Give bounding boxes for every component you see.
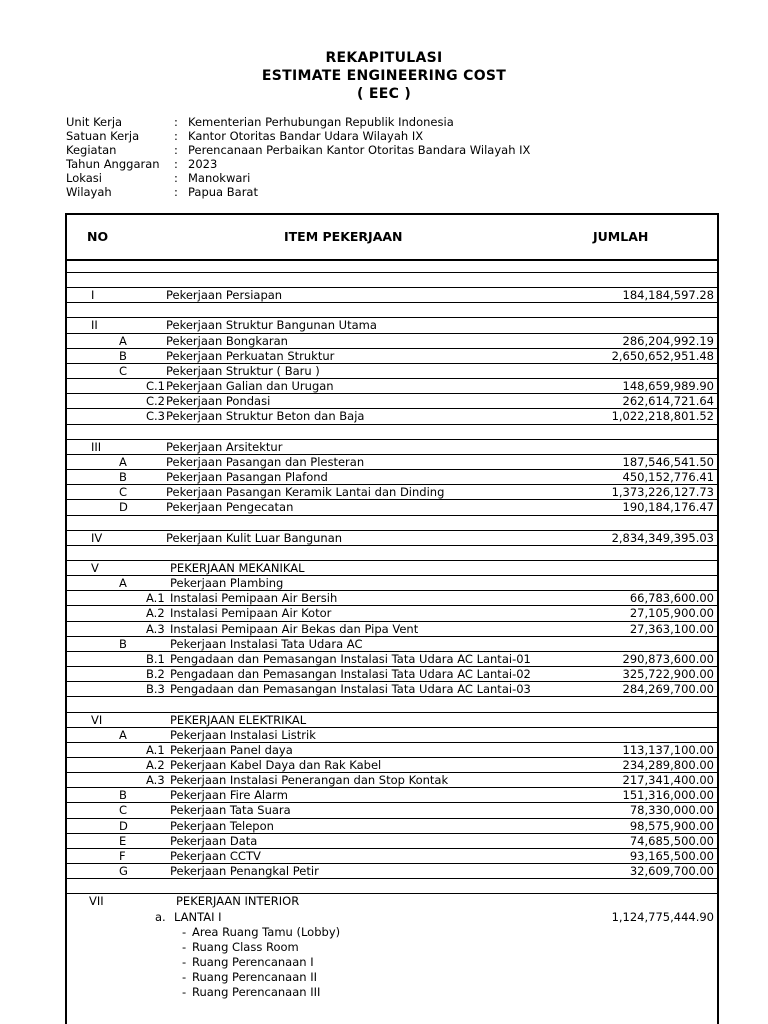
row-item: Pekerjaan Pasangan Plafond xyxy=(166,470,328,485)
table-row xyxy=(67,287,717,302)
row-sub-letter: C xyxy=(119,803,128,818)
row-item: Pekerjaan Panel daya xyxy=(170,742,293,757)
table-row xyxy=(67,621,717,636)
table-row xyxy=(67,348,717,363)
row-amount: 148,659,989.90 xyxy=(622,379,714,394)
row-item: LANTAI I xyxy=(174,909,222,924)
row-code: A.1 xyxy=(146,591,165,606)
row-item: Instalasi Pemipaan Air Kotor xyxy=(170,606,332,621)
row-item: Pekerjaan Struktur Beton dan Baja xyxy=(166,409,365,424)
info-row: Satuan Kerja : Kantor Otoritas Bandar Udara Wilayah IX xyxy=(66,129,424,143)
table-row xyxy=(67,469,717,484)
row-item: Pekerjaan Instalasi Listrik xyxy=(170,727,316,742)
row-amount: 98,575,900.00 xyxy=(629,818,714,833)
row-amount: 1,373,226,127.73 xyxy=(611,485,714,500)
row-sub-letter: A xyxy=(119,454,127,469)
table-row xyxy=(67,560,717,575)
header-jumlah: JUMLAH xyxy=(593,229,649,244)
title-line-2: ESTIMATE ENGINEERING COST xyxy=(261,68,507,84)
row-item: Instalasi Pemipaan Air Bersih xyxy=(170,591,338,606)
row-item: Pekerjaan Persiapan xyxy=(166,288,283,303)
row-item: Pekerjaan Pasangan Keramik Lantai dan Dinding xyxy=(166,485,445,500)
row-item: Pekerjaan Telepon xyxy=(170,818,274,833)
row-sub-letter: D xyxy=(119,818,128,833)
row-amount: 262,614,721.64 xyxy=(622,394,714,409)
table-row xyxy=(67,727,717,742)
row-item: Pekerjaan Galian dan Urugan xyxy=(166,379,334,394)
row-amount: 184,184,597.28 xyxy=(622,288,714,303)
table-row xyxy=(67,636,717,651)
spacer-row xyxy=(67,424,717,439)
row-code: C.3 xyxy=(146,409,166,424)
table-row xyxy=(67,681,717,696)
row-room: Ruang Perencanaan II xyxy=(192,970,317,985)
table-row xyxy=(67,787,717,802)
row-item: PEKERJAAN MEKANIKAL xyxy=(170,560,305,575)
row-amount: 286,204,992.19 xyxy=(622,333,714,348)
table-row xyxy=(67,910,717,925)
row-item: Pekerjaan Pengecatan xyxy=(166,500,294,515)
row-item: Pekerjaan Pasangan dan Plesteran xyxy=(166,454,365,469)
row-room: Ruang Class Room xyxy=(192,939,299,954)
row-amount: 27,105,900.00 xyxy=(629,606,714,621)
table-body xyxy=(67,272,717,1001)
table-row xyxy=(67,757,717,772)
info-row: Tahun Anggaran : 2023 xyxy=(66,157,218,171)
row-number: V xyxy=(91,560,99,575)
header-item: ITEM PEKERJAAN xyxy=(284,229,403,244)
row-item: Pekerjaan Kabel Daya dan Rak Kabel xyxy=(170,758,382,772)
row-code: A.3 xyxy=(146,621,165,636)
row-amount: 1,022,218,801.52 xyxy=(611,409,714,424)
table-row xyxy=(67,651,717,666)
table-row xyxy=(67,499,717,514)
header-no: NO xyxy=(87,229,109,244)
table-row xyxy=(67,393,717,408)
row-amount: 113,137,100.00 xyxy=(622,742,714,757)
spacer-row xyxy=(67,696,717,711)
row-number: II xyxy=(91,318,98,333)
row-sub-letter: B xyxy=(119,636,127,651)
cost-table xyxy=(65,213,719,1024)
row-item: Pekerjaan Instalasi Penerangan dan Stop Kontak xyxy=(170,773,449,788)
row-code: C.2 xyxy=(146,394,166,409)
row-item: Pekerjaan Struktur Bangunan Utama xyxy=(166,318,377,333)
table-row xyxy=(67,378,717,393)
row-sub-letter: A xyxy=(119,576,127,591)
row-room: Ruang Perencanaan III xyxy=(192,985,321,1000)
row-amount: 32,609,700.00 xyxy=(629,864,714,879)
table-row xyxy=(67,802,717,817)
row-sub-letter: A xyxy=(119,333,127,348)
table-row xyxy=(67,742,717,757)
row-amount: 2,834,349,395.03 xyxy=(611,530,714,545)
spacer-row xyxy=(67,515,717,530)
title-line-1: REKAPITULASI xyxy=(325,50,443,66)
table-row xyxy=(67,894,717,909)
row-code: A.2 xyxy=(146,758,165,772)
row-sub-letter: C xyxy=(119,485,128,500)
row-sub-letter: G xyxy=(119,864,128,879)
table-row xyxy=(67,848,717,863)
row-number: IV xyxy=(91,530,103,545)
row-item: PEKERJAAN ELEKTRIKAL xyxy=(170,712,307,727)
row-item: Pekerjaan CCTV xyxy=(170,848,261,863)
row-sub-letter: B xyxy=(119,788,127,803)
table-row xyxy=(67,408,717,423)
row-amount: 27,363,100.00 xyxy=(629,621,714,636)
dash-bullet: - xyxy=(182,924,187,939)
table-row xyxy=(67,712,717,727)
row-sub-letter: B xyxy=(119,470,127,485)
row-item: Pekerjaan Penangkal Petir xyxy=(170,864,319,879)
row-item: Pengadaan dan Pemasangan Instalasi Tata Udara AC Lantai-01 xyxy=(170,651,531,666)
table-row xyxy=(67,833,717,848)
table-row xyxy=(67,666,717,681)
row-amount: 187,546,541.50 xyxy=(622,454,714,469)
info-row: Lokasi : Manokwari xyxy=(66,171,251,185)
project-info xyxy=(66,115,530,199)
table-row xyxy=(67,454,717,469)
row-amount: 151,316,000.00 xyxy=(622,788,714,803)
row-code: C.1 xyxy=(146,379,166,394)
row-amount: 74,685,500.00 xyxy=(629,833,714,848)
row-code: A.1 xyxy=(146,742,165,757)
row-item: Pekerjaan Fire Alarm xyxy=(170,788,288,803)
row-code: B.3 xyxy=(146,682,165,697)
table-row xyxy=(67,363,717,378)
row-amount: 325,722,900.00 xyxy=(622,667,714,682)
row-number: III xyxy=(91,439,102,454)
table-row xyxy=(67,605,717,620)
row-code: B.2 xyxy=(146,667,165,682)
row-item: Pekerjaan Perkuatan Struktur xyxy=(166,348,335,363)
row-amount: 234,289,800.00 xyxy=(622,758,714,772)
info-row: Kegiatan : Perencanaan Perbaikan Kantor Otoritas Bandara Wilayah IX xyxy=(66,143,531,157)
dash-bullet: - xyxy=(182,939,187,954)
table-header xyxy=(67,215,717,261)
spacer-row xyxy=(67,545,717,560)
row-item: PEKERJAAN INTERIOR xyxy=(176,894,300,909)
table-row xyxy=(67,590,717,605)
table-row xyxy=(67,970,717,985)
row-sub-letter: E xyxy=(119,833,127,848)
row-amount: 190,184,176.47 xyxy=(622,500,714,515)
table-row xyxy=(67,940,717,955)
row-item: Pekerjaan Struktur ( Baru ) xyxy=(166,363,320,378)
row-item: Pekerjaan Tata Suara xyxy=(170,803,291,818)
row-sub-letter: C xyxy=(119,363,128,378)
table-row xyxy=(67,484,717,499)
table-row xyxy=(67,985,717,1000)
row-item: Pekerjaan Kulit Luar Bangunan xyxy=(166,530,343,545)
row-letter: a. xyxy=(155,909,166,924)
row-amount: 2,650,652,951.48 xyxy=(611,348,714,363)
row-item: Pengadaan dan Pemasangan Instalasi Tata Udara AC Lantai-02 xyxy=(170,667,531,682)
row-item: Pengadaan dan Pemasangan Instalasi Tata Udara AC Lantai-03 xyxy=(170,682,531,697)
row-item: Pekerjaan Plambing xyxy=(170,576,284,591)
row-amount: 217,341,400.00 xyxy=(622,773,714,788)
table-row xyxy=(67,955,717,970)
table-row xyxy=(67,575,717,590)
row-room: Ruang Perencanaan I xyxy=(192,955,314,970)
row-amount: 450,152,776.41 xyxy=(622,470,714,485)
row-item: Pekerjaan Bongkaran xyxy=(166,333,288,348)
row-amount: 290,873,600.00 xyxy=(622,651,714,666)
dash-bullet: - xyxy=(182,985,187,1000)
table-row xyxy=(67,530,717,545)
row-item: Pekerjaan Arsitektur xyxy=(166,439,283,454)
table-row xyxy=(67,863,717,878)
row-code: A.2 xyxy=(146,606,165,621)
row-number: VI xyxy=(91,712,103,727)
spacer-row xyxy=(67,302,717,317)
row-sub-letter: F xyxy=(119,848,126,863)
dash-bullet: - xyxy=(182,955,187,970)
row-amount: 78,330,000.00 xyxy=(629,803,714,818)
spacer-row xyxy=(67,878,717,893)
title-line-3: ( EEC ) xyxy=(356,86,412,102)
row-number: VII xyxy=(89,894,104,909)
row-code: B.1 xyxy=(146,651,165,666)
row-code: A.3 xyxy=(146,773,165,788)
row-sub-letter: A xyxy=(119,727,127,742)
row-amount: 1,124,775,444.90 xyxy=(611,909,714,924)
table-row xyxy=(67,439,717,454)
row-amount: 284,269,700.00 xyxy=(622,682,714,697)
row-item: Pekerjaan Data xyxy=(170,833,258,848)
info-row: Wilayah : Papua Barat xyxy=(66,185,258,199)
row-room: Area Ruang Tamu (Lobby) xyxy=(192,924,341,939)
table-row xyxy=(67,333,717,348)
table-row xyxy=(67,925,717,940)
row-number: I xyxy=(91,288,95,303)
row-amount: 66,783,600.00 xyxy=(629,591,714,606)
table-row xyxy=(67,772,717,787)
row-sub-letter: D xyxy=(119,500,128,515)
spacer-row xyxy=(67,272,717,287)
row-item: Pekerjaan Pondasi xyxy=(166,394,271,409)
table-row xyxy=(67,317,717,332)
row-sub-letter: B xyxy=(119,348,127,363)
row-amount: 93,165,500.00 xyxy=(629,848,714,863)
dash-bullet: - xyxy=(182,970,187,985)
row-item: Pekerjaan Instalasi Tata Udara AC xyxy=(170,636,363,651)
info-row: Unit Kerja : Kementerian Perhubungan Republik Indonesia xyxy=(66,115,454,129)
table-row xyxy=(67,818,717,833)
row-item: Instalasi Pemipaan Air Bekas dan Pipa Vent xyxy=(170,621,419,636)
